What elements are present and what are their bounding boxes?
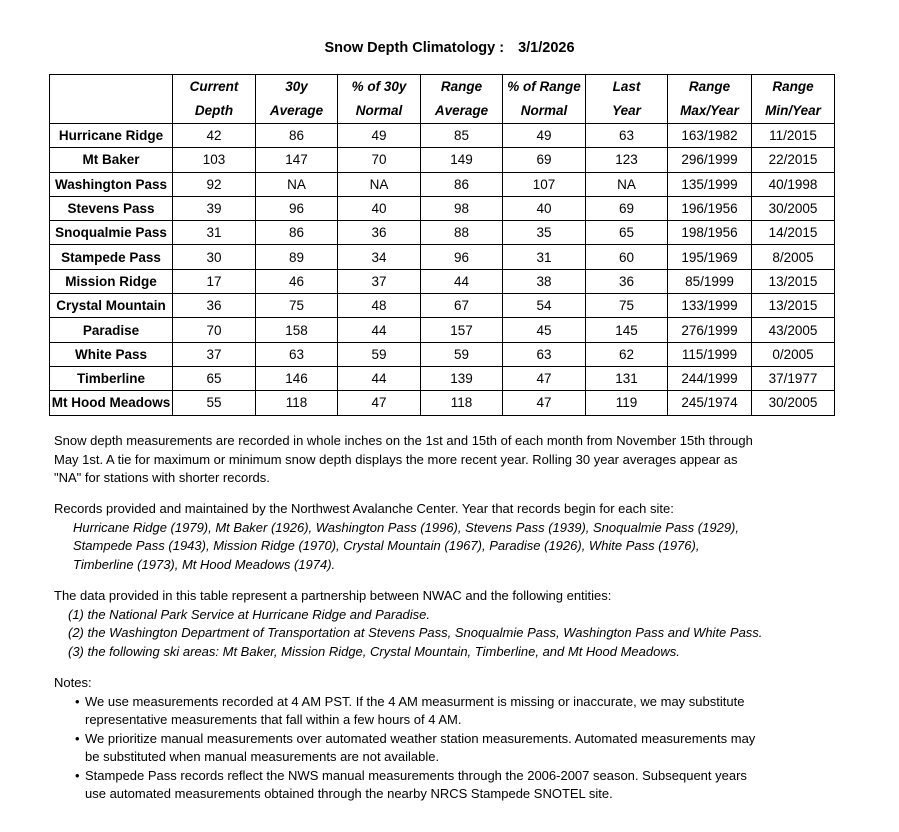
- cell-station: White Pass: [50, 342, 173, 366]
- notes-section: [54, 674, 834, 804]
- table-header-row: [50, 75, 835, 124]
- cell-pct-range-normal: 47: [503, 366, 586, 390]
- cell-pct-30y-normal: 37: [338, 269, 421, 293]
- partnership-intro: The data provided in this table represent a partnership between NWAC and the following entities:: [54, 588, 612, 603]
- cell-30y-average: 96: [256, 196, 338, 220]
- cell-current-depth: 55: [173, 391, 256, 415]
- cell-range-min-year: 43/2005: [752, 318, 835, 342]
- cell-pct-30y-normal: 49: [338, 124, 421, 148]
- cell-range-min-year: 14/2015: [752, 221, 835, 245]
- cell-last-year: NA: [586, 172, 668, 196]
- cell-30y-average: 46: [256, 269, 338, 293]
- table-row: [50, 148, 835, 172]
- page-title: [0, 40, 899, 56]
- cell-range-min-year: 40/1998: [752, 172, 835, 196]
- title-label: Snow Depth Climatology :: [324, 40, 505, 56]
- table-row: [50, 245, 835, 269]
- cell-current-depth: 42: [173, 124, 256, 148]
- cell-current-depth: 65: [173, 366, 256, 390]
- cell-current-depth: 103: [173, 148, 256, 172]
- cell-30y-average: 86: [256, 124, 338, 148]
- measurements-line: May 1st. A tie for maximum or minimum snow depth displays the more recent year. Rolling 30 year averages appear as: [54, 451, 738, 467]
- header-last-year: Last Year: [586, 75, 668, 124]
- cell-30y-average: NA: [256, 172, 338, 196]
- table-row: [50, 124, 835, 148]
- bullet-icon: •: [75, 767, 80, 783]
- cell-pct-range-normal: 47: [503, 391, 586, 415]
- note-item: • We use measurements recorded at 4 AM PST. If the 4 AM measurment is missing or inaccurate, we may substitute representative measurements that fall within a few hours of 4 AM.: [75, 693, 745, 727]
- cell-current-depth: 70: [173, 318, 256, 342]
- cell-range-max-year: 296/1999: [668, 148, 752, 172]
- header-30y-average: 30y Average: [256, 75, 338, 124]
- cell-30y-average: 118: [256, 391, 338, 415]
- table-row: [50, 366, 835, 390]
- table-row: [50, 196, 835, 220]
- cell-range-min-year: 30/2005: [752, 196, 835, 220]
- note-item: • Stampede Pass records reflect the NWS manual measurements through the 2006-2007 season. Subsequent years use automated measurements obtained through the nearby NRCS Stampede SNOTEL site.: [75, 767, 747, 801]
- cell-range-min-year: 11/2015: [752, 124, 835, 148]
- cell-station: Crystal Mountain: [50, 294, 173, 318]
- cell-range-average: 139: [421, 366, 503, 390]
- records-sites-line: Timberline (1973), Mt Hood Meadows (1974).: [73, 556, 336, 572]
- cell-range-min-year: 0/2005: [752, 342, 835, 366]
- header-station: [50, 75, 173, 124]
- table-row: [50, 294, 835, 318]
- table-row: [50, 318, 835, 342]
- cell-station: Washington Pass: [50, 172, 173, 196]
- cell-current-depth: 30: [173, 245, 256, 269]
- cell-last-year: 145: [586, 318, 668, 342]
- cell-last-year: 60: [586, 245, 668, 269]
- cell-last-year: 36: [586, 269, 668, 293]
- cell-current-depth: 17: [173, 269, 256, 293]
- cell-pct-range-normal: 107: [503, 172, 586, 196]
- cell-pct-30y-normal: NA: [338, 172, 421, 196]
- cell-range-min-year: 30/2005: [752, 391, 835, 415]
- table-row: [50, 172, 835, 196]
- cell-range-max-year: 244/1999: [668, 366, 752, 390]
- notes-label: Notes:: [54, 675, 92, 690]
- partnership-item: (3) the following ski areas: Mt Baker, Mission Ridge, Crystal Mountain, Timberline, and Mt Hood Meadows.: [68, 643, 680, 659]
- cell-last-year: 63: [586, 124, 668, 148]
- cell-pct-range-normal: 35: [503, 221, 586, 245]
- cell-pct-30y-normal: 44: [338, 318, 421, 342]
- cell-range-max-year: 245/1974: [668, 391, 752, 415]
- table-row: [50, 342, 835, 366]
- cell-range-average: 118: [421, 391, 503, 415]
- cell-pct-range-normal: 40: [503, 196, 586, 220]
- cell-current-depth: 36: [173, 294, 256, 318]
- cell-range-max-year: 135/1999: [668, 172, 752, 196]
- cell-station: Stevens Pass: [50, 196, 173, 220]
- cell-range-average: 149: [421, 148, 503, 172]
- partnership-paragraph: [54, 587, 834, 661]
- cell-range-average: 98: [421, 196, 503, 220]
- cell-pct-30y-normal: 36: [338, 221, 421, 245]
- table-body: [50, 124, 835, 416]
- cell-30y-average: 146: [256, 366, 338, 390]
- measurements-line: Snow depth measurements are recorded in whole inches on the 1st and 15th of each month from November 15th through: [54, 433, 753, 448]
- cell-range-max-year: 115/1999: [668, 342, 752, 366]
- cell-30y-average: 158: [256, 318, 338, 342]
- header-range-average: Range Average: [421, 75, 503, 124]
- table-row: [50, 269, 835, 293]
- records-sites-line: Hurricane Ridge (1979), Mt Baker (1926), Washington Pass (1996), Stevens Pass (1939), Snoqualmie Pass (1929),: [73, 519, 739, 535]
- cell-pct-range-normal: 69: [503, 148, 586, 172]
- cell-station: Mt Hood Meadows: [50, 391, 173, 415]
- header-pct-range-normal: % of Range Normal: [503, 75, 586, 124]
- cell-range-max-year: 276/1999: [668, 318, 752, 342]
- measurements-paragraph: [54, 432, 834, 488]
- cell-30y-average: 86: [256, 221, 338, 245]
- cell-station: Mission Ridge: [50, 269, 173, 293]
- cell-range-min-year: 8/2005: [752, 245, 835, 269]
- cell-range-average: 157: [421, 318, 503, 342]
- cell-pct-30y-normal: 40: [338, 196, 421, 220]
- cell-pct-30y-normal: 47: [338, 391, 421, 415]
- cell-current-depth: 37: [173, 342, 256, 366]
- cell-pct-range-normal: 38: [503, 269, 586, 293]
- title-date: 3/1/2026: [518, 40, 575, 56]
- cell-pct-30y-normal: 48: [338, 294, 421, 318]
- cell-range-max-year: 195/1969: [668, 245, 752, 269]
- cell-range-average: 59: [421, 342, 503, 366]
- cell-pct-range-normal: 63: [503, 342, 586, 366]
- records-paragraph: [54, 500, 834, 574]
- cell-range-max-year: 198/1956: [668, 221, 752, 245]
- cell-pct-range-normal: 49: [503, 124, 586, 148]
- cell-last-year: 62: [586, 342, 668, 366]
- cell-station: Stampede Pass: [50, 245, 173, 269]
- cell-pct-30y-normal: 70: [338, 148, 421, 172]
- cell-range-average: 85: [421, 124, 503, 148]
- cell-30y-average: 63: [256, 342, 338, 366]
- partnership-item: (2) the Washington Department of Transportation at Stevens Pass, Snoqualmie Pass, Washington Pass and White Pass.: [68, 625, 763, 640]
- cell-pct-30y-normal: 59: [338, 342, 421, 366]
- cell-pct-range-normal: 54: [503, 294, 586, 318]
- cell-range-max-year: 85/1999: [668, 269, 752, 293]
- cell-station: Snoqualmie Pass: [50, 221, 173, 245]
- cell-pct-30y-normal: 44: [338, 366, 421, 390]
- records-intro: Records provided and maintained by the Northwest Avalanche Center. Year that records begin for each site:: [54, 501, 674, 516]
- cell-current-depth: 92: [173, 172, 256, 196]
- bullet-icon: •: [75, 693, 80, 709]
- cell-30y-average: 147: [256, 148, 338, 172]
- header-pct-30y-normal: % of 30y Normal: [338, 75, 421, 124]
- cell-current-depth: 31: [173, 221, 256, 245]
- cell-30y-average: 89: [256, 245, 338, 269]
- partnership-item: (1) the National Park Service at Hurricane Ridge and Paradise.: [68, 606, 431, 622]
- cell-range-average: 44: [421, 269, 503, 293]
- cell-station: Mt Baker: [50, 148, 173, 172]
- table-row: [50, 391, 835, 415]
- cell-station: Paradise: [50, 318, 173, 342]
- cell-range-average: 86: [421, 172, 503, 196]
- cell-range-max-year: 196/1956: [668, 196, 752, 220]
- cell-last-year: 75: [586, 294, 668, 318]
- cell-station: Timberline: [50, 366, 173, 390]
- note-item: • We prioritize manual measurements over automated weather station measurements. Automated measurements may be substituted when manual measurements are not available.: [75, 730, 756, 764]
- cell-station: Hurricane Ridge: [50, 124, 173, 148]
- bullet-icon: •: [75, 730, 80, 746]
- cell-pct-30y-normal: 34: [338, 245, 421, 269]
- cell-range-min-year: 13/2015: [752, 269, 835, 293]
- cell-current-depth: 39: [173, 196, 256, 220]
- cell-range-average: 96: [421, 245, 503, 269]
- header-range-min-year: Range Min/Year: [752, 75, 835, 124]
- cell-range-max-year: 163/1982: [668, 124, 752, 148]
- records-sites-line: Stampede Pass (1943), Mission Ridge (1970), Crystal Mountain (1967), Paradise (1926), White Pass (1976),: [73, 538, 700, 553]
- header-current-depth: Current Depth: [173, 75, 256, 124]
- cell-range-average: 67: [421, 294, 503, 318]
- cell-range-min-year: 37/1977: [752, 366, 835, 390]
- table-row: [50, 221, 835, 245]
- cell-pct-range-normal: 45: [503, 318, 586, 342]
- cell-pct-range-normal: 31: [503, 245, 586, 269]
- snow-depth-table: [49, 74, 835, 416]
- cell-last-year: 131: [586, 366, 668, 390]
- cell-last-year: 123: [586, 148, 668, 172]
- cell-last-year: 65: [586, 221, 668, 245]
- cell-last-year: 69: [586, 196, 668, 220]
- header-range-max-year: Range Max/Year: [668, 75, 752, 124]
- measurements-line: "NA" for stations with shorter records.: [54, 470, 270, 485]
- cell-range-max-year: 133/1999: [668, 294, 752, 318]
- cell-30y-average: 75: [256, 294, 338, 318]
- cell-range-average: 88: [421, 221, 503, 245]
- cell-range-min-year: 13/2015: [752, 294, 835, 318]
- cell-range-min-year: 22/2015: [752, 148, 835, 172]
- cell-last-year: 119: [586, 391, 668, 415]
